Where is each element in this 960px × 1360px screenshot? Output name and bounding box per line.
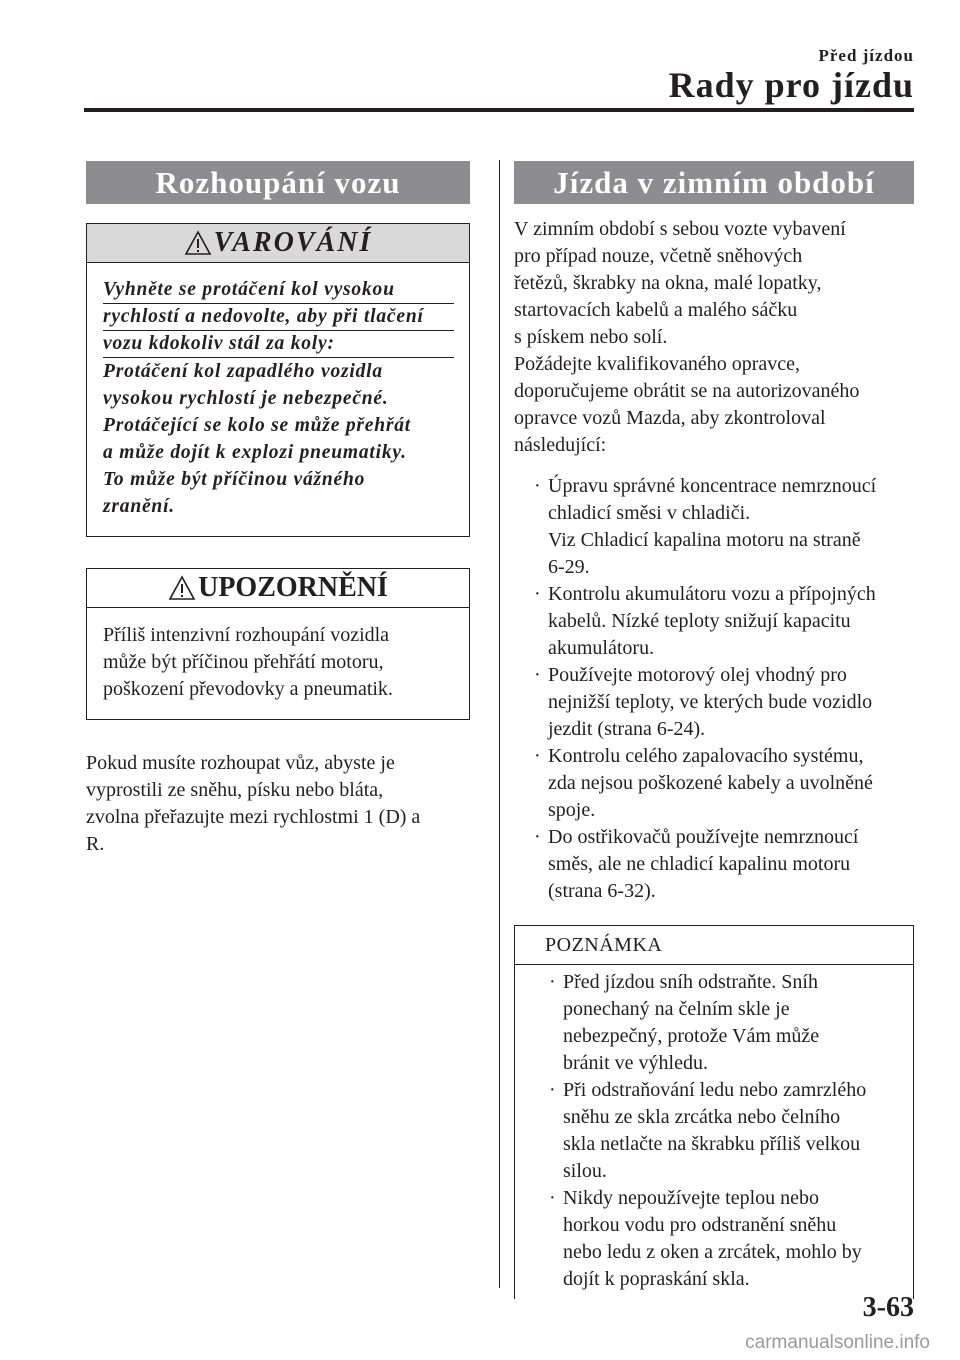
list-item-line: ponechaný na čelním skle je (563, 998, 790, 1020)
warning-line: a může dojít k explozi pneumatiky. (103, 442, 407, 463)
list-item-line: sněhu ze skla zrcátka nebo čelního (563, 1106, 841, 1128)
warning-line: vysokou rychlostí je nebezpečné. (103, 388, 389, 409)
warning-headline (103, 277, 453, 358)
warning-line: Protáčení kol zapadlého vozidla (103, 361, 383, 382)
caution-title: UPOZORNĚNÍ (198, 572, 388, 603)
intro-line: řetězů, škrabky na okna, malé lopatky, (514, 272, 822, 294)
watermark-link[interactable]: carmanualsonline.info (745, 1332, 930, 1353)
list-item-line: Před jízdou sníh odstraňte. Sníh (563, 971, 818, 993)
list-item-line: nebo ledu z oken a zrcátek, mohlo by (563, 1241, 862, 1263)
intro-line: startovacích kabelů a malého sáčku (514, 299, 798, 321)
winter-checklist (514, 473, 914, 905)
list-item-line: akumulátoru. (548, 637, 655, 659)
list-item-line: silou. (563, 1160, 607, 1182)
warning-line: Protáčející se kolo se může přehřát (103, 415, 412, 436)
list-item-line: spoje. (548, 799, 596, 821)
list-item-line: Používejte motorový olej vhodný pro (548, 664, 847, 686)
list-item-line: Kontrolu akumulátoru vozu a přípojných (548, 583, 876, 605)
chapter-label: Před jízdou (818, 46, 914, 65)
list-item-line: Při odstraňování ledu nebo zamrzlého (563, 1079, 867, 1101)
list-item-line: směs, ale ne chladicí kapalinu motoru (548, 853, 851, 875)
left-column (86, 161, 470, 858)
list-item (515, 1185, 913, 1293)
page-number: 3-63 (862, 1292, 914, 1323)
list-item-line: Nikdy nepoužívejte teplou nebo (563, 1187, 820, 1209)
list-item-line: Kontrolu celého zapalovacího systému, (548, 745, 864, 767)
warning-body (87, 263, 469, 536)
right-column (514, 161, 914, 1299)
rocking-paragraph (86, 750, 470, 858)
intro-line: doporučujeme obrátit se na autorizovaného (514, 380, 860, 402)
intro-line: opravce vozů Mazda, aby zkontroloval (514, 407, 826, 429)
warning-box (86, 223, 470, 537)
warning-headline-line: Vyhněte se protáčení kol vysokou (103, 277, 454, 304)
caution-line: může být příčinou přehřátí motoru, (103, 651, 384, 673)
paragraph-line: vyprostili ze sněhu, písku nebo bláta, (86, 779, 384, 801)
bullet-icon: · (549, 1187, 556, 1209)
intro-line: Požádejte kvalifikovaného opravce, (514, 353, 800, 375)
warning-header (87, 224, 469, 263)
caution-body (87, 608, 469, 719)
warning-triangle-icon (168, 575, 196, 601)
warning-line: To může být příčinou vážného (103, 469, 366, 490)
bullet-icon: · (534, 664, 541, 686)
list-item-line: zda nejsou poškozené kabely a uvolněné (548, 772, 873, 794)
list-item-line: Do ostřikovačů používejte nemrznoucí (548, 826, 859, 848)
caution-box (86, 568, 470, 720)
page-title: Rady pro jízdu (668, 65, 914, 105)
list-item-line: jezdit (strana 6-24). (548, 718, 706, 740)
bullet-icon: · (534, 475, 541, 497)
list-item-line: Viz Chladicí kapalina motoru na straně (548, 529, 861, 551)
winter-intro (514, 216, 914, 459)
caution-header (87, 569, 469, 608)
warning-line: zranění. (103, 496, 175, 517)
list-item (514, 662, 914, 743)
intro-line: pro případ nouze, včetně sněhových (514, 245, 803, 267)
caution-line: poškození převodovky a pneumatik. (103, 678, 393, 700)
bullet-icon: · (534, 826, 541, 848)
note-list (515, 969, 913, 1293)
list-item (515, 1077, 913, 1185)
list-item-line: dojít k popraskání skla. (563, 1268, 750, 1290)
list-item-line: (strana 6-32). (548, 880, 656, 902)
list-item-line: skla netlačte na škrabku příliš velkou (563, 1133, 861, 1155)
bullet-icon: · (534, 745, 541, 767)
bullet-icon: · (534, 583, 541, 605)
warning-headline-line: rychlostí a nedovolte, aby při tlačení (103, 304, 454, 331)
note-box (514, 925, 914, 1299)
intro-line: následující: (514, 434, 607, 456)
intro-line: V zimním období s sebou vozte vybavení (514, 218, 846, 240)
intro-line: s pískem nebo solí. (514, 326, 668, 348)
list-item-line: nebezpečný, protože Vám může (563, 1025, 820, 1047)
column-divider (499, 160, 500, 1288)
list-item-line: chladicí směsi v chladiči. (548, 502, 751, 524)
header-rule (84, 108, 914, 112)
caution-line: Příliš intenzivní rozhoupání vozidla (103, 624, 390, 646)
list-item (515, 969, 913, 1077)
list-item (514, 473, 914, 581)
list-item-line: 6-29. (548, 556, 590, 578)
list-item (514, 824, 914, 905)
bullet-icon: · (549, 1079, 556, 1101)
paragraph-line: R. (86, 833, 105, 855)
warning-title: VAROVÁNÍ (213, 227, 373, 258)
warning-triangle-icon (184, 230, 212, 256)
list-item-line: bránit ve výhledu. (563, 1052, 708, 1074)
list-item (514, 581, 914, 662)
paragraph-line: zvolna přeřazujte mezi rychlostmi 1 (D) a (86, 806, 421, 828)
list-item (514, 743, 914, 824)
list-item-line: horkou vodu pro odstranění sněhu (563, 1214, 837, 1236)
section-title-rocking: Rozhoupání vozu (86, 161, 470, 204)
list-item-line: Úpravu správné koncentrace nemrznoucí (548, 475, 877, 497)
bullet-icon: · (549, 971, 556, 993)
note-body (515, 965, 913, 1299)
paragraph-line: Pokud musíte rozhoupat vůz, abyste je (86, 752, 395, 774)
warning-headline-line: vozu kdokoliv stál za koly: (103, 331, 454, 358)
note-title: POZNÁMKA (515, 926, 913, 965)
section-title-winter: Jízda v zimním období (514, 161, 914, 204)
list-item-line: kabelů. Nízké teploty snižují kapacitu (548, 610, 851, 632)
list-item-line: nejnižší teploty, ve kterých bude vozidlo (548, 691, 873, 713)
